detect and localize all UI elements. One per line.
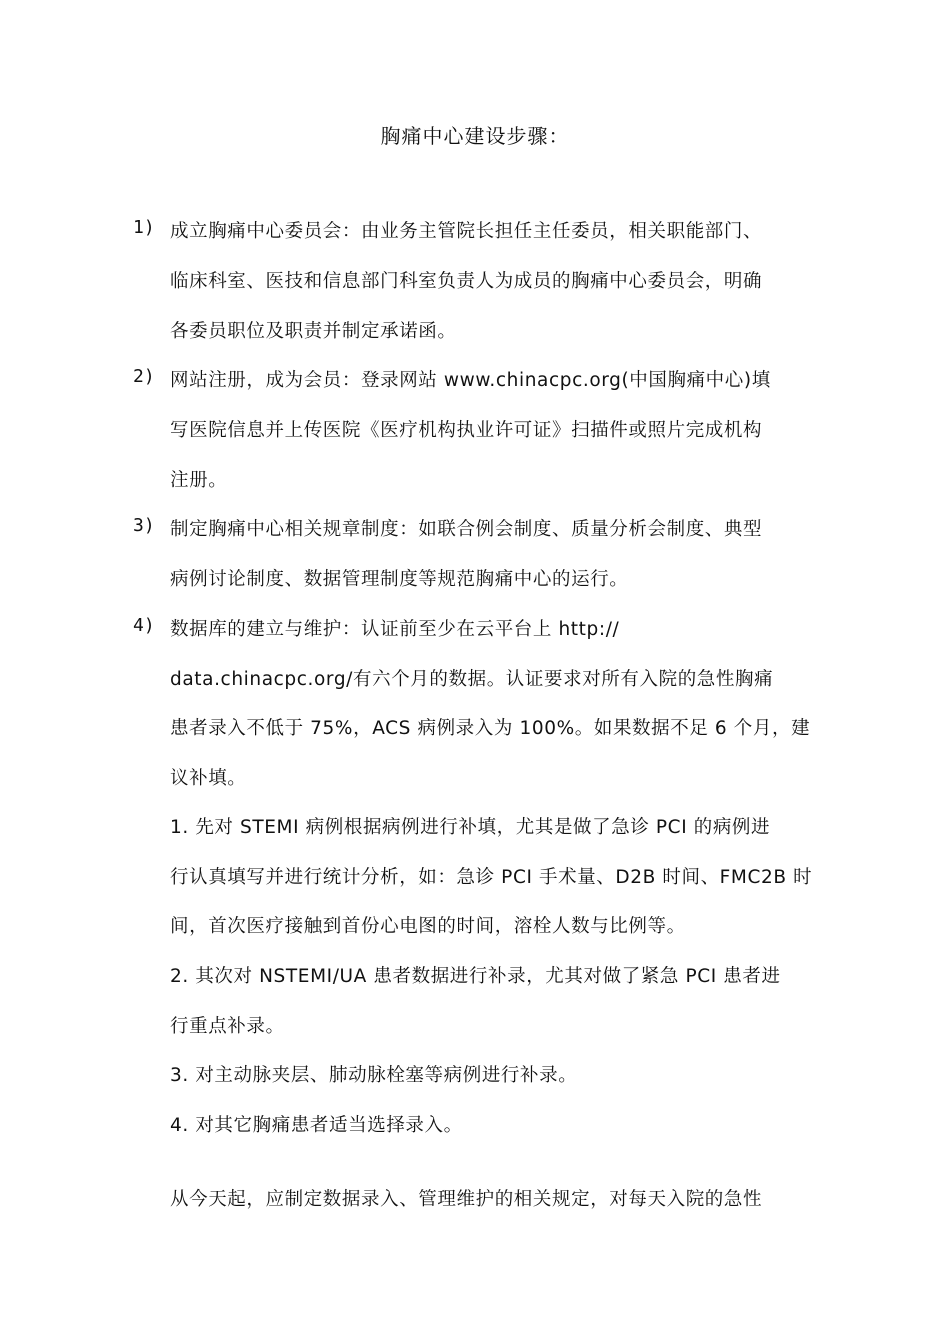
item-3-line-2: 病例讨论制度、数据管理制度等规范胸痛中心的运行。 — [170, 569, 629, 590]
item-1-number: 1) — [133, 217, 155, 238]
page-title: 胸痛中心建设步骤： — [380, 124, 570, 148]
subitem-2-line-2: 行重点补录。 — [170, 1016, 285, 1037]
item-1-line-2: 临床科室、医技和信息部门科室负责人为成员的胸痛中心委员会，明确 — [170, 271, 763, 292]
item-1-line-3: 各委员职位及职责并制定承诺函。 — [170, 321, 457, 342]
closing-paragraph: 从今天起，应制定数据录入、管理维护的相关规定，对每天入院的急性 — [170, 1189, 763, 1210]
item-2-number: 2) — [133, 366, 155, 387]
item-1-line-1: 成立胸痛中心委员会：由业务主管院长担任主任委员，相关职能部门、 — [170, 221, 763, 242]
subitem-3-line-1: 3. 对主动脉夹层、肺动脉栓塞等病例进行补录。 — [170, 1065, 578, 1086]
subitem-2-line-1: 2. 其次对 NSTEMI/UA 患者数据进行补录，尤其对做了紧急 PCI 患者进 — [170, 966, 781, 987]
item-4-line-4: 议补填。 — [170, 768, 247, 789]
item-2-line-3: 注册。 — [170, 470, 228, 491]
item-4-line-3: 患者录入不低于 75%，ACS 病例录入为 100%。如果数据不足 6 个月，建 — [170, 718, 811, 739]
subitem-1-line-1: 1. 先对 STEMI 病例根据病例进行补填，尤其是做了急诊 PCI 的病例进 — [170, 817, 771, 838]
subitem-1-line-3: 间，首次医疗接触到首份心电图的时间，溶栓人数与比例等。 — [170, 916, 686, 937]
item-4-number: 4) — [133, 615, 155, 636]
item-4-line-1: 数据库的建立与维护：认证前至少在云平台上 http:// — [170, 619, 620, 640]
item-2-line-2: 写医院信息并上传医院《医疗机构执业许可证》扫描件或照片完成机构 — [170, 420, 763, 441]
subitem-1-line-2: 行认真填写并进行统计分析，如：急诊 PCI 手术量、D2B 时间、FMC2B 时 — [170, 867, 813, 888]
item-4-line-2: data.chinacpc.org/有六个月的数据。认证要求对所有入院的急性胸痛 — [170, 669, 774, 690]
subitem-4-line-1: 4. 对其它胸痛患者适当选择录入。 — [170, 1115, 463, 1136]
item-3-number: 3) — [133, 515, 155, 536]
item-3-line-1: 制定胸痛中心相关规章制度：如联合例会制度、质量分析会制度、典型 — [170, 519, 763, 540]
item-2-line-1: 网站注册，成为会员：登录网站 www.chinacpc.org(中国胸痛中心)填 — [170, 370, 771, 391]
